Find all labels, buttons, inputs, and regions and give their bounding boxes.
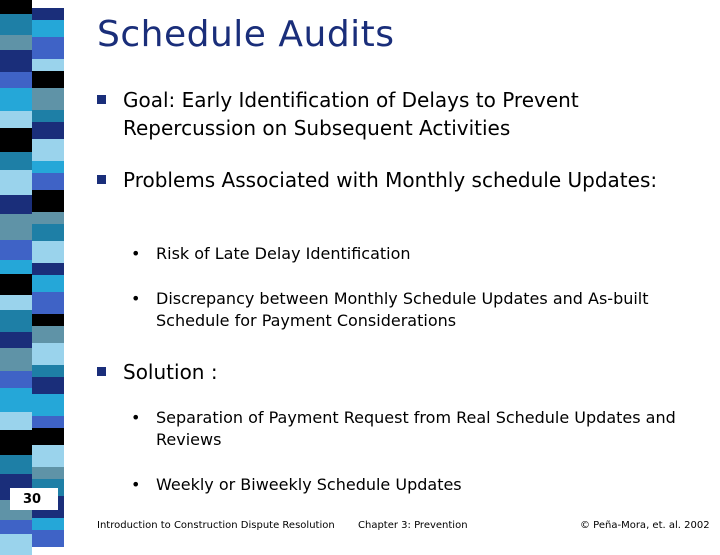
dot-bullet-icon: •: [131, 408, 141, 427]
decorative-bar-block: [32, 161, 64, 173]
decorative-bar-block: [0, 88, 32, 111]
sub-bullet-separation: [131, 407, 691, 451]
decorative-bar-block: [32, 394, 64, 416]
decorative-bar-block: [32, 59, 64, 71]
decorative-bar-block: [32, 343, 64, 365]
decorative-bar-block: [32, 8, 64, 20]
decorative-bar-block: [32, 377, 64, 394]
bullet-solution: [97, 358, 697, 386]
decorative-bar-block: [0, 72, 32, 88]
decorative-bar-block: [0, 195, 32, 214]
dot-bullet-icon: •: [131, 475, 141, 494]
decorative-bar-block: [32, 518, 64, 530]
sub-bullet-text: Separation of Payment Request from Real Schedule Updates and Reviews: [156, 408, 676, 449]
decorative-bar-block: [32, 110, 64, 122]
page-number: 30: [23, 492, 42, 507]
footer-course: Introduction to Construction Dispute Resolution: [97, 520, 335, 531]
decorative-bar-block: [32, 263, 64, 275]
square-bullet-icon: [97, 175, 106, 184]
footer-chapter: Chapter 3: Prevention: [358, 520, 468, 531]
decorative-side-bar: [0, 0, 64, 540]
decorative-bar-block: [0, 111, 32, 128]
decorative-bar-block: [0, 520, 32, 534]
decorative-bar-block: [32, 365, 64, 377]
decorative-bar-block: [32, 139, 64, 161]
square-bullet-icon: [97, 95, 106, 104]
decorative-bar-block: [32, 37, 64, 59]
decorative-bar-block: [0, 50, 32, 72]
decorative-bar-block: [0, 455, 32, 474]
decorative-bar-block: [0, 295, 32, 310]
bullet-text: Solution :: [123, 360, 218, 384]
decorative-bar-block: [32, 224, 64, 241]
decorative-bar-block: [32, 292, 64, 314]
decorative-bar-block: [32, 20, 64, 37]
slide-title: Schedule Audits: [97, 14, 395, 55]
decorative-bar-block: [0, 240, 32, 260]
decorative-bar-block: [32, 530, 64, 547]
decorative-bar-block: [32, 467, 64, 479]
decorative-bar-block: [0, 170, 32, 195]
sub-bullet-risk: [131, 243, 691, 265]
decorative-bar-block: [32, 314, 64, 326]
decorative-bar-block: [0, 0, 32, 14]
dot-bullet-icon: •: [131, 244, 141, 263]
bullet-text: Goal: Early Identification of Delays to Prevent Repercussion on Subsequent Activities: [123, 88, 579, 140]
decorative-bar-block: [0, 332, 32, 348]
sub-bullet-weekly: [131, 474, 691, 496]
bullet-text: Problems Associated with Monthly schedule Updates:: [123, 168, 658, 192]
footer-copyright: © Peña-Mora, et. al. 2002: [580, 520, 710, 531]
bullet-problems: [97, 166, 697, 194]
decorative-bar-block: [0, 152, 32, 170]
decorative-bar-block: [32, 428, 64, 445]
sub-bullet-text: Weekly or Biweekly Schedule Updates: [156, 475, 462, 494]
decorative-bar-block: [0, 310, 32, 332]
decorative-bar-block: [32, 212, 64, 224]
sub-bullet-text: Risk of Late Delay Identification: [156, 244, 411, 263]
decorative-bar-block: [0, 534, 32, 555]
decorative-bar-block: [0, 274, 32, 295]
decorative-bar-block: [0, 14, 32, 35]
dot-bullet-icon: •: [131, 289, 141, 308]
bullet-goal: [97, 86, 697, 142]
decorative-bar-block: [0, 214, 32, 240]
decorative-bar-block: [32, 445, 64, 467]
decorative-bar-block: [0, 128, 32, 152]
decorative-bar-block: [0, 388, 32, 412]
decorative-bar-block: [0, 412, 32, 430]
decorative-bar-block: [32, 88, 64, 110]
decorative-bar-block: [32, 326, 64, 343]
decorative-bar-block: [0, 371, 32, 388]
decorative-bar-block: [0, 35, 32, 50]
decorative-bar-block: [0, 348, 32, 371]
decorative-bar-block: [32, 122, 64, 139]
decorative-bar-block: [32, 71, 64, 88]
sub-bullet-text: Discrepancy between Monthly Schedule Updates and As-built Schedule for Payment Considerations: [156, 289, 649, 330]
decorative-bar-block: [32, 190, 64, 212]
decorative-bar-block: [0, 260, 32, 274]
decorative-bar-block: [32, 416, 64, 428]
sub-bullet-discrepancy: [131, 288, 691, 332]
decorative-bar-block: [32, 173, 64, 190]
square-bullet-icon: [97, 367, 106, 376]
decorative-bar-block: [32, 275, 64, 292]
decorative-bar-block: [0, 430, 32, 455]
decorative-bar-block: [32, 241, 64, 263]
